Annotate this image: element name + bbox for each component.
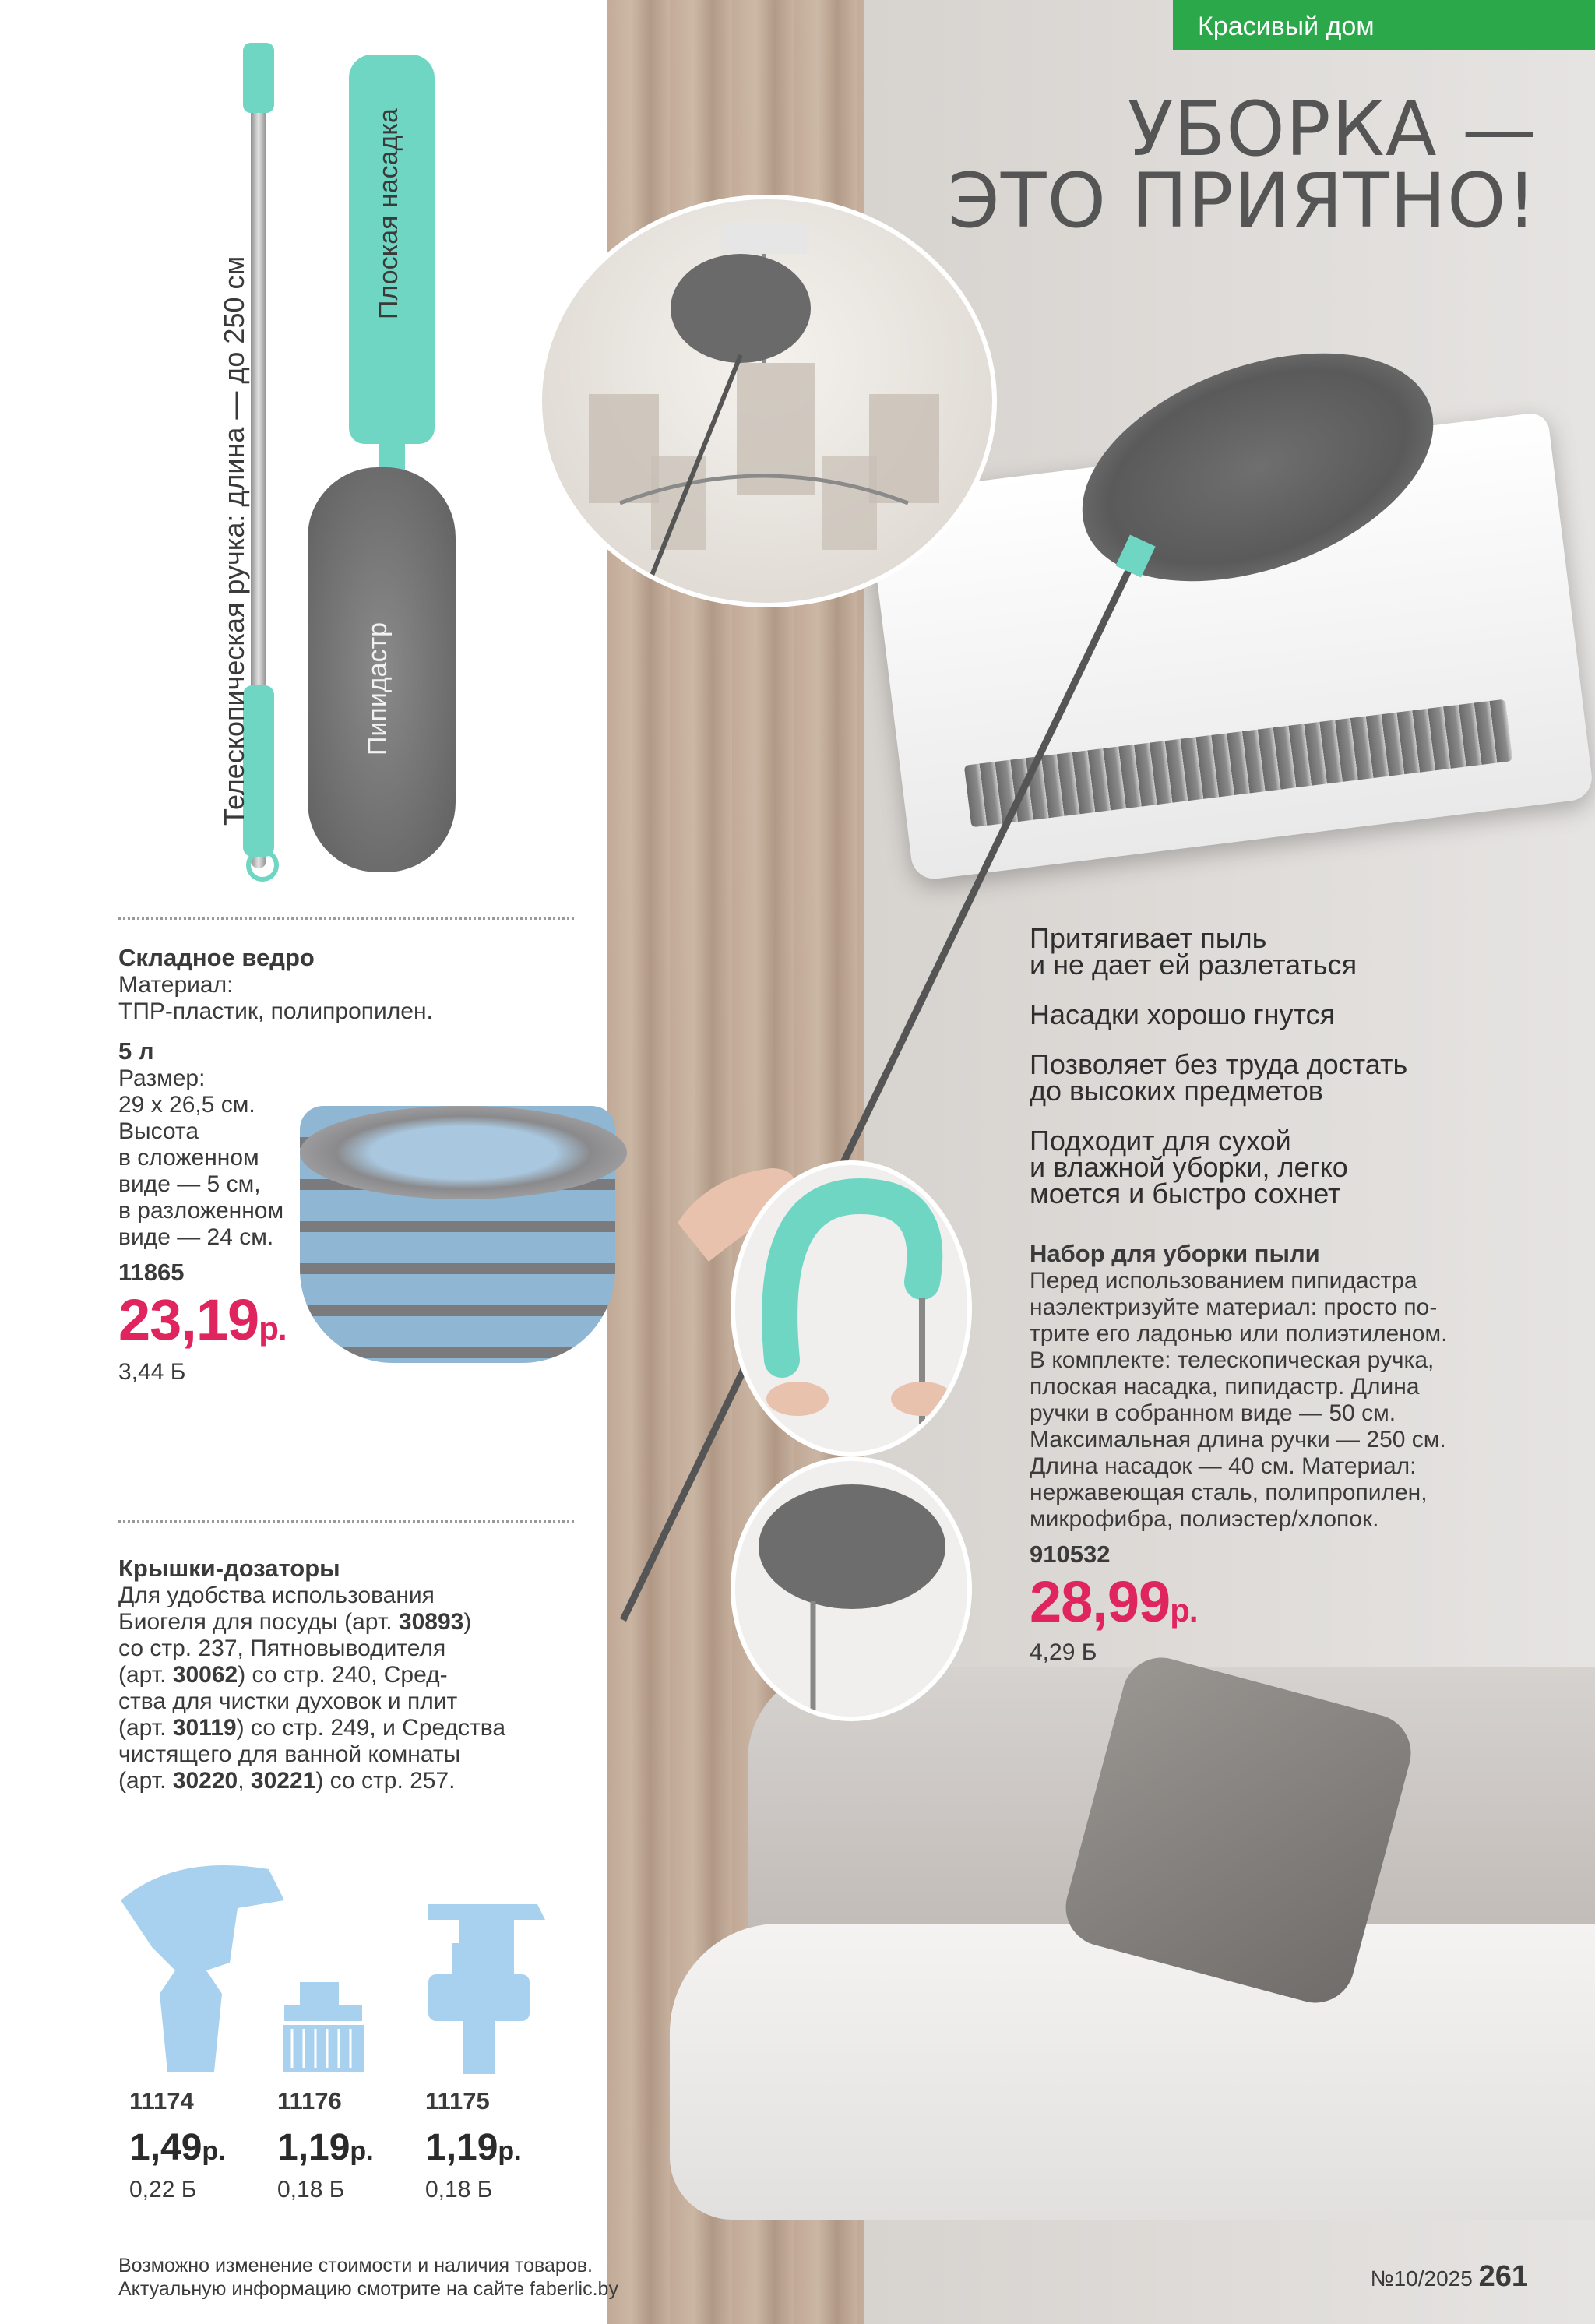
flat-attachment-illustration <box>735 1165 967 1452</box>
duster-kit-points: 4,29 Б <box>1030 1639 1097 1665</box>
dispenser-currency: р. <box>498 2136 522 2166</box>
desc-part: (арт. <box>118 1715 173 1741</box>
dispenser-price: 1,19 <box>277 2127 350 2168</box>
features-list <box>1030 922 1559 1210</box>
description-line: наэлектризуйте материал: просто по- <box>1030 1294 1438 1320</box>
page-headline <box>836 86 1537 245</box>
desc-part: чистящего для ванной комнаты <box>118 1741 461 1767</box>
feature-item <box>1030 1125 1559 1210</box>
bucket-volume: 5 л <box>118 1037 154 1065</box>
desc-part: ства для чистки духовок и плит <box>118 1688 458 1714</box>
feature-line: Подходит для сухой <box>1030 1125 1291 1157</box>
description-line: ручки в собранном виде — 50 см. <box>1030 1400 1396 1426</box>
section-tag: Красивый дом <box>1173 0 1595 50</box>
dispenser-points: 0,18 Б <box>425 2177 493 2203</box>
trigger-sprayer-icon <box>113 1854 292 2079</box>
description-line: трите его ладонью или полиэтиленом. <box>1030 1321 1448 1347</box>
desc-article: 30119 <box>172 1715 237 1741</box>
description-line: микрофибра, полиэстер/хлопок. <box>1030 1506 1379 1532</box>
flip-cap-icon <box>276 1982 370 2076</box>
desc-part: Биогеля для посуды (арт. <box>118 1609 399 1635</box>
disclaimer-line: Актуальную информацию смотрите на сайте faberlic.by <box>118 2278 618 2300</box>
dispenser-item-1 <box>129 2087 269 2203</box>
dispenser-currency: р. <box>202 2136 226 2166</box>
dispenser-item-3 <box>425 2087 565 2203</box>
desc-part: , <box>238 1768 251 1794</box>
desc-part: ) со стр. 240, Сред- <box>238 1662 448 1688</box>
dispensers-title: Крышки-дозаторы <box>118 1555 340 1582</box>
feature-item <box>1030 1048 1559 1107</box>
duster-kit-price-currency: р. <box>1170 1592 1198 1629</box>
feature-line: до высоких предметов <box>1030 1075 1323 1107</box>
page-number: 261 <box>1478 2260 1528 2293</box>
flat-attachment-circle-photo <box>731 1160 972 1456</box>
duster-kit-article: 910532 <box>1030 1541 1111 1568</box>
handle-top-cap <box>243 43 274 113</box>
divider-bottom <box>118 1520 574 1523</box>
desc-article: 30220 <box>172 1768 238 1794</box>
dispenser-price: 1,49 <box>129 2127 202 2168</box>
duster-kit-title: Набор для уборки пыли <box>1030 1240 1320 1267</box>
headline-line-1: УБОРКА — <box>1127 86 1537 173</box>
bucket-price: 23,19 <box>118 1287 259 1352</box>
page-footer <box>1371 2260 1528 2294</box>
bucket-size-line: Размер: <box>118 1065 206 1091</box>
feature-line: Притягивает пыль <box>1030 922 1267 954</box>
bucket-size-line: Высота <box>118 1118 199 1144</box>
dispenser-price: 1,19 <box>425 2127 498 2168</box>
divider-top <box>118 917 574 920</box>
desc-article: 30062 <box>172 1662 238 1688</box>
desc-part: со стр. 237, Пятновыводителя <box>118 1636 446 1661</box>
description-line: Максимальная длина ручки — 250 см. <box>1030 1427 1446 1452</box>
issue-number: №10/2025 <box>1370 2266 1473 2291</box>
duster-kit-price: 28,99 <box>1030 1569 1171 1634</box>
bucket-size-line: 29 х 26,5 см. <box>118 1092 255 1118</box>
bucket-points: 3,44 Б <box>118 1359 186 1385</box>
feature-line: и влажной уборки, легко <box>1030 1151 1348 1183</box>
dispenser-currency: р. <box>350 2136 374 2166</box>
desc-part: (арт. <box>118 1768 173 1794</box>
handle-loop <box>246 849 279 882</box>
bucket-article: 11865 <box>118 1259 185 1286</box>
handle-caption: Телескопическая ручка: длина — до 250 см <box>218 255 250 826</box>
bucket-price-currency: р. <box>259 1310 287 1347</box>
dispenser-points: 0,22 Б <box>129 2177 197 2203</box>
feature-line: моется и быстро сохнет <box>1030 1178 1341 1210</box>
footer-disclaimer <box>118 2254 710 2301</box>
description-line: нержавеющая сталь, полипропилен, <box>1030 1480 1428 1505</box>
bucket-size-line: виде — 5 см, <box>118 1171 261 1197</box>
description-line: плоская насадка, пипидастр. Длина <box>1030 1374 1420 1400</box>
desc-article: 30893 <box>398 1609 464 1635</box>
bucket-size-line: в разложенном <box>118 1198 284 1224</box>
pump-dispenser-icon <box>421 1896 553 2076</box>
pipidastr-caption: Пипидастр <box>363 621 393 755</box>
desc-part: Для удобства использования <box>118 1583 435 1608</box>
feature-item <box>1030 998 1559 1030</box>
chandelier-illustration <box>542 199 992 603</box>
bucket-rim <box>300 1106 627 1199</box>
duster-kit-block <box>1030 1240 1575 1666</box>
flat-attachment-caption: Плоская насадка <box>374 108 403 319</box>
dispenser-article: 11174 <box>129 2087 194 2114</box>
duster-kit-description <box>1030 1268 1575 1533</box>
desc-part: ) <box>463 1609 472 1635</box>
desc-part: ) со стр. 249, и Средства <box>236 1715 506 1741</box>
disclaimer-line: Возможно изменение стоимости и наличия товаров. <box>118 2255 593 2276</box>
dispensers-block <box>118 1555 586 1794</box>
bucket-size-line: в сложенном <box>118 1145 259 1171</box>
description-line: Длина насадок — 40 см. Материал: <box>1030 1453 1417 1479</box>
description-line: Перед использованием пипидастра <box>1030 1268 1417 1294</box>
dispenser-article: 11175 <box>425 2087 490 2114</box>
desc-part: (арт. <box>118 1662 173 1688</box>
dispensers-description <box>118 1583 586 1794</box>
duster-bent-illustration <box>735 1461 967 1717</box>
duster-circle-photo <box>731 1456 972 1721</box>
desc-part: ) со стр. 257. <box>315 1768 456 1794</box>
desc-article: 30221 <box>250 1768 316 1794</box>
dispenser-article: 11176 <box>277 2087 342 2114</box>
feature-line: и не дает ей разлетаться <box>1030 949 1357 981</box>
dispenser-item-2 <box>277 2087 417 2203</box>
bucket-material-label: Материал: <box>118 972 234 998</box>
feature-line: Позволяет без труда достать <box>1030 1048 1408 1080</box>
headline-line-2: ЭТО ПРИЯТНО! <box>947 157 1537 245</box>
feature-line: Насадки хорошо гнутся <box>1030 998 1336 1030</box>
dispenser-points: 0,18 Б <box>277 2177 345 2203</box>
description-line: В комплекте: телескопическая ручка, <box>1030 1347 1435 1373</box>
chandelier-circle-photo <box>537 195 997 607</box>
bucket-size-line: виде — 24 см. <box>118 1224 274 1250</box>
bucket-title: Складное ведро <box>118 944 315 971</box>
bucket-material-value: ТПР-пластик, полипропилен. <box>118 998 433 1024</box>
feature-item <box>1030 922 1559 981</box>
sofa-seat <box>670 1924 1595 2220</box>
